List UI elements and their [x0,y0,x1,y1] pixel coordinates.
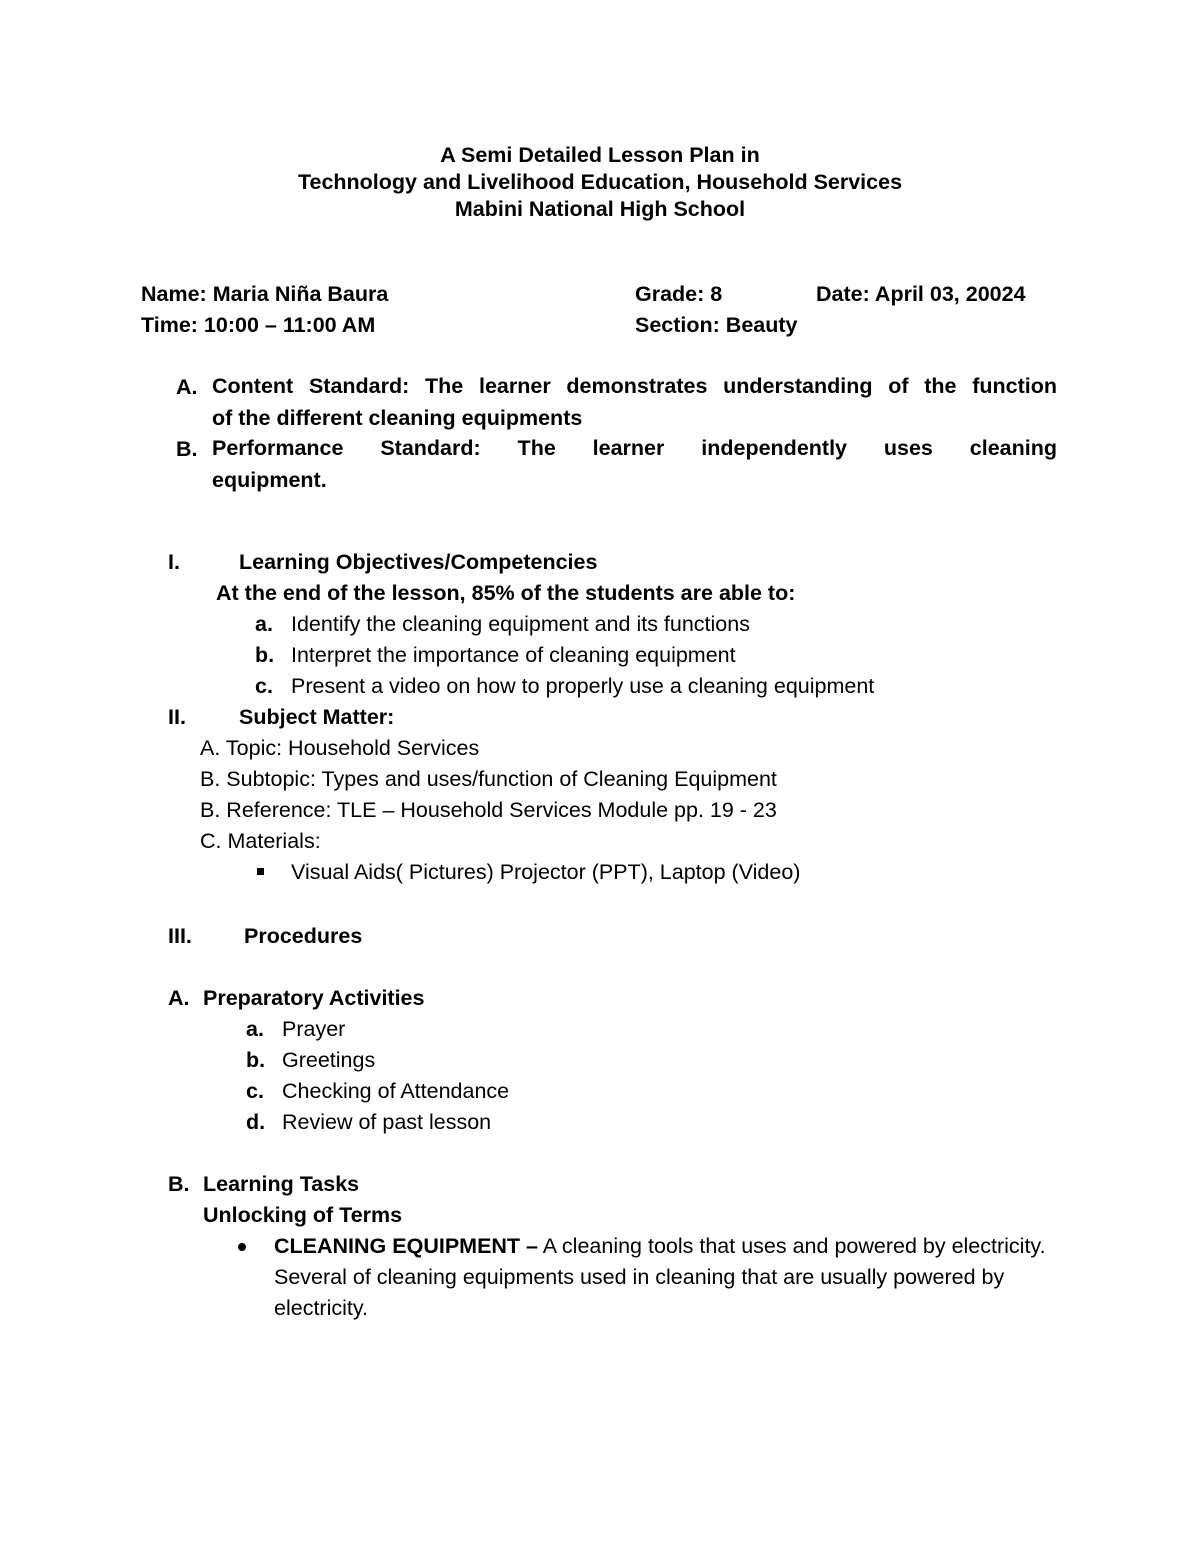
objective-marker: b. [255,643,275,667]
round-bullet-icon [238,1243,246,1251]
subject-reference: B. Reference: TLE – Household Services Module pp. 19 - 23 [200,798,777,822]
content-standard-line-1: Content Standard: The learner demonstrates understanding of the function [212,374,1057,398]
standard-marker-b: B. [176,437,198,461]
activity-marker: b. [246,1048,266,1072]
grade: Grade: 8 [635,282,723,306]
subject-materials: C. Materials: [200,829,321,853]
date: Date: April 03, 20024 [816,282,1026,306]
standard-marker-a: A. [176,375,198,399]
subject-topic: A. Topic: Household Services [200,736,480,760]
activity-text: Prayer [282,1017,346,1041]
performance-standard-line-1: Performance Standard: The learner independently uses cleaning [212,436,1057,460]
square-bullet-icon [257,868,264,875]
subject-matter-heading: Subject Matter: [239,705,395,729]
section: Section: Beauty [635,313,798,337]
objectives-heading: Learning Objectives/Competencies [239,550,598,574]
content-standard-line-2: of the different cleaning equipments [212,406,583,430]
objective-text: Present a video on how to properly use a cleaning equipment [291,674,875,698]
activity-marker: d. [246,1110,266,1134]
activity-text: Checking of Attendance [282,1079,510,1103]
procedures-heading: Procedures [244,924,363,948]
section-numeral-ii: II. [168,705,186,729]
unlocking-terms-heading: Unlocking of Terms [203,1203,403,1227]
objective-marker: c. [255,674,273,698]
activity-marker: a. [246,1017,264,1041]
activity-text: Greetings [282,1048,376,1072]
objective-marker: a. [255,612,273,636]
activity-marker: c. [246,1079,264,1103]
preparatory-marker: A. [168,986,190,1010]
activity-text: Review of past lesson [282,1110,492,1134]
performance-standard-line-2: equipment. [212,468,327,492]
learning-tasks-marker: B. [168,1172,190,1196]
doc-title-line-1: A Semi Detailed Lesson Plan in [440,143,760,167]
learning-tasks-heading: Learning Tasks [203,1172,360,1196]
doc-title-line-3: Mabini National High School [454,197,746,221]
teacher-name: Name: Maria Niña Baura [141,282,389,306]
section-numeral-iii: III. [168,924,192,948]
section-numeral-i: I. [168,550,180,574]
preparatory-heading: Preparatory Activities [203,986,425,1010]
objective-text: Identify the cleaning equipment and its functions [291,612,750,636]
term-definition [274,1231,1074,1324]
objective-text: Interpret the importance of cleaning equipment [291,643,736,667]
definition: A cleaning tools that uses and powered by electricity. Several of cleaning equipments used in cleaning that are usually powered by electricity. [274,1234,1046,1320]
objectives-intro: At the end of the lesson, 85% of the students are able to: [216,581,796,605]
doc-title-line-2: Technology and Livelihood Education, Household Services [297,170,903,194]
subject-subtopic: B. Subtopic: Types and uses/function of Cleaning Equipment [200,767,777,791]
term: CLEANING EQUIPMENT – [274,1234,538,1258]
materials-item: Visual Aids( Pictures) Projector (PPT), Laptop (Video) [291,860,801,884]
time: Time: 10:00 – 11:00 AM [141,313,376,337]
